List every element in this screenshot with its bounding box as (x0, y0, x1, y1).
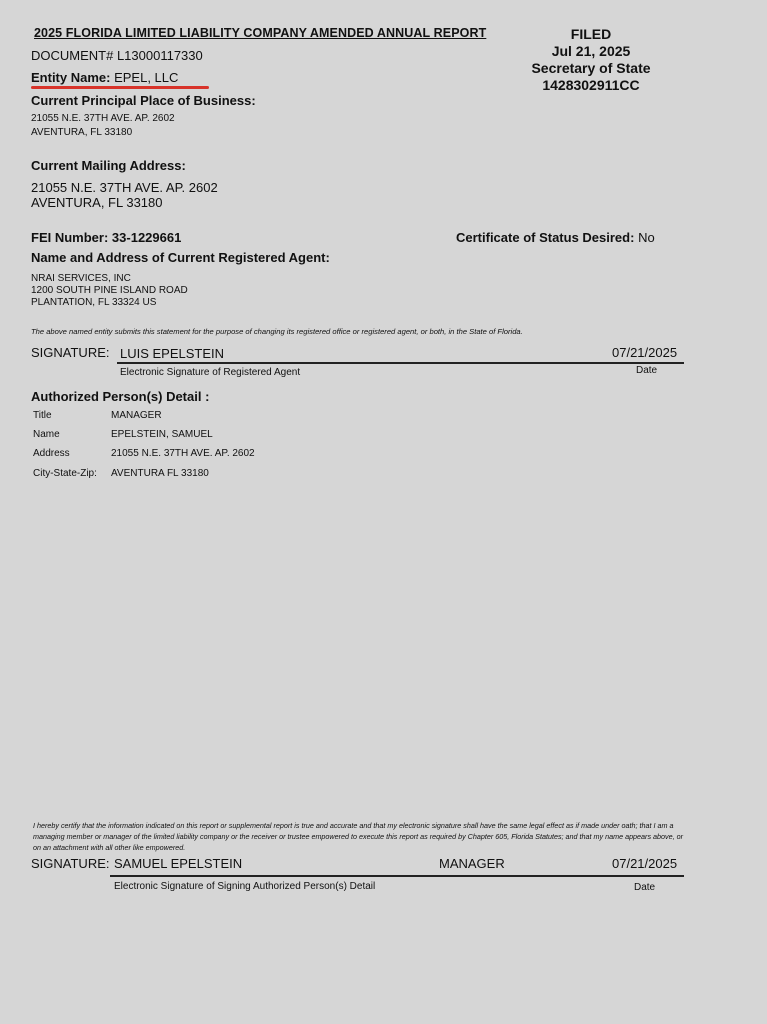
auth-row-value: EPELSTEIN, SAMUEL (111, 429, 213, 440)
filed-stamp (511, 26, 671, 94)
auth-row-value: MANAGER (111, 410, 162, 421)
auth-row-value: AVENTURA FL 33180 (111, 468, 209, 479)
agent-signature-date: 07/21/2025 (612, 345, 678, 360)
certificate-label: Certificate of Status Desired: (456, 230, 635, 245)
registered-agent-line3: PLANTATION, FL 33324 US (31, 297, 157, 308)
entity-name-row (31, 70, 178, 85)
registered-agent-line1: NRAI SERVICES, INC (31, 273, 131, 284)
filed-date: Jul 21, 2025 (551, 43, 631, 59)
auth-row-label: Address (33, 448, 70, 459)
auth-row-label: Name (33, 429, 60, 440)
entity-name-label: Entity Name: (31, 70, 111, 85)
final-signature-title: MANAGER (439, 856, 505, 871)
principal-place-line2: AVENTURA, FL 33180 (31, 127, 133, 138)
fei-value: 33-1229661 (111, 230, 182, 245)
agent-statement: The above named entity submits this statement for the purpose of changing its registered office or registered agent, or both, in the State of Florida. (31, 327, 523, 336)
fei-label: FEI Number: (31, 230, 109, 245)
final-signature-label: SIGNATURE: (31, 856, 110, 871)
auth-row-label: Title (33, 410, 52, 421)
entity-name-value: EPEL, LLC (114, 70, 179, 85)
auth-row-value: 21055 N.E. 37TH AVE. AP. 2602 (111, 448, 255, 459)
final-signature-date: 07/21/2025 (612, 856, 678, 871)
report-title: 2025 FLORIDA LIMITED LIABILITY COMPANY AMENDED ANNUAL REPORT (34, 26, 487, 40)
filed-status: FILED (570, 26, 612, 42)
filed-number: 1428302911CC (542, 77, 640, 93)
filed-office: Secretary of State (531, 60, 651, 76)
authorized-persons-heading: Authorized Person(s) Detail : (31, 389, 210, 404)
principal-place-label: Current Principal Place of Business: (31, 93, 256, 108)
fei-row (31, 230, 181, 245)
auth-row-label: City-State-Zip: (33, 468, 97, 479)
principal-place-line1: 21055 N.E. 37TH AVE. AP. 2602 (31, 113, 175, 124)
registered-agent-line2: 1200 SOUTH PINE ISLAND ROAD (31, 285, 188, 296)
agent-signature-line (117, 362, 684, 364)
certificate-value: No (638, 230, 655, 245)
registered-agent-label: Name and Address of Current Registered Agent: (31, 250, 330, 265)
agent-date-caption: Date (636, 365, 658, 376)
final-signature-line (110, 875, 684, 877)
document-number: DOCUMENT# L13000117330 (31, 48, 203, 63)
agent-signature-name: LUIS EPELSTEIN (120, 346, 225, 361)
agent-signature-caption: Electronic Signature of Registered Agent (120, 367, 301, 378)
mailing-address-line2: AVENTURA, FL 33180 (31, 195, 163, 210)
mailing-address-line1: 21055 N.E. 37TH AVE. AP. 2602 (31, 180, 218, 195)
certificate-row (456, 230, 655, 245)
final-date-caption: Date (634, 882, 656, 893)
agent-signature-label: SIGNATURE: (31, 345, 110, 360)
certification-statement: I hereby certify that the information indicated on this report or supplemental report is true and accurate and that my electronic signature shall have the same legal effect as if made under oath; that I am a managing member or manager of the limited liability company or the receiver or trustee empowered to execute this report as required by Chapter 605, Florida Statutes; and that my name appears above, or on an attachment with all other like empowered. (33, 821, 684, 852)
entity-name-highlight (31, 86, 209, 89)
mailing-address-label: Current Mailing Address: (31, 158, 186, 173)
final-signature-name: SAMUEL EPELSTEIN (114, 856, 243, 871)
final-signature-caption: Electronic Signature of Signing Authorized Person(s) Detail (114, 881, 376, 892)
